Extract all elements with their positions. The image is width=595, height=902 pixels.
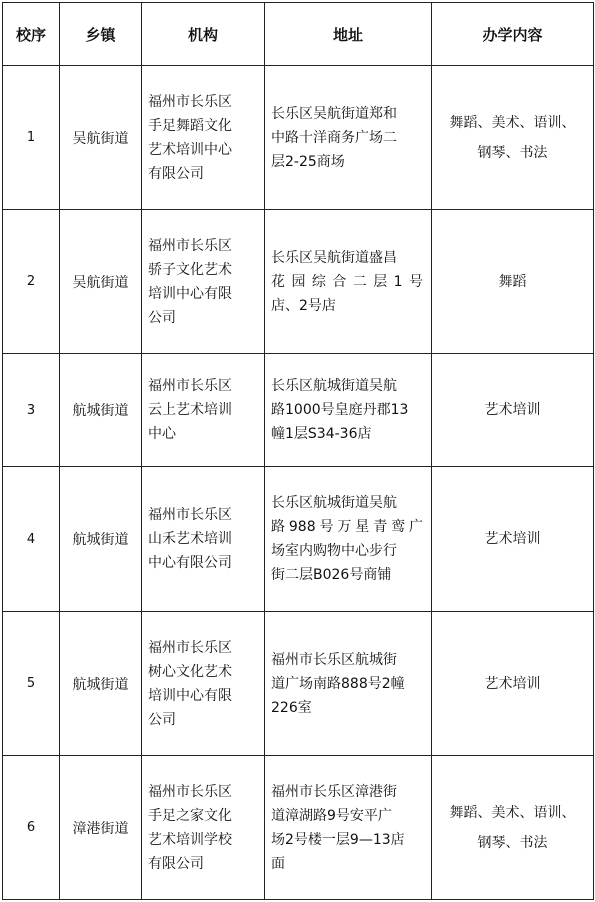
content-line: 舞蹈、美术、语训、 — [449, 804, 576, 821]
cell-address — [265, 467, 432, 612]
table-row — [3, 354, 594, 467]
org-line: 福州市长乐区 — [148, 93, 232, 110]
cell-org — [142, 756, 265, 900]
header-address: 地址 — [265, 3, 432, 66]
org-line: 培训中心有限 — [148, 285, 232, 302]
address-line: 路1000号皇庭丹郡13 — [271, 402, 409, 418]
org-line: 树心文化艺术 — [148, 663, 232, 680]
org-line: 艺术培训中心 — [148, 141, 232, 158]
address-line: 店、2号店 — [271, 297, 336, 314]
table-row — [3, 467, 594, 612]
header-row — [3, 3, 594, 66]
org-line: 手足舞蹈文化 — [148, 117, 232, 134]
cell-no: 1 — [3, 66, 60, 210]
header-town: 乡镇 — [60, 3, 142, 66]
cell-org — [142, 66, 265, 210]
address-line: 幢1层S34-36店 — [271, 426, 372, 442]
org-line: 云上艺术培训 — [148, 402, 232, 418]
org-line: 中心有限公司 — [148, 555, 232, 571]
content-line: 钢琴、书法 — [477, 834, 548, 851]
org-line: 骄子文化艺术 — [148, 261, 232, 278]
address-line: 长乐区航城街道吴航 — [271, 495, 397, 511]
address-line: 花园综合二层1号 — [271, 273, 423, 290]
address-line: 道广场南路888号2幢 — [271, 675, 405, 692]
address-line: 街二层B026号商铺 — [271, 567, 392, 583]
org-line: 艺术培训学校 — [148, 831, 232, 848]
cell-town: 漳港街道 — [60, 756, 142, 900]
org-line: 福州市长乐区 — [148, 783, 232, 800]
cell-content — [432, 467, 594, 612]
address-line: 长乐区吴航街道盛昌 — [271, 249, 397, 266]
org-line: 培训中心有限 — [148, 687, 232, 704]
org-line: 手足之家文化 — [148, 807, 232, 824]
address-line: 福州市长乐区漳港街 — [271, 783, 397, 800]
cell-address — [265, 612, 432, 756]
table-row — [3, 756, 594, 900]
address-line: 中路十洋商务广场二 — [271, 129, 397, 146]
cell-address — [265, 756, 432, 900]
cell-org — [142, 467, 265, 612]
address-line: 面 — [271, 855, 285, 872]
cell-content — [432, 756, 594, 900]
org-line: 福州市长乐区 — [148, 378, 232, 394]
address-line: 长乐区吴航街道郑和 — [271, 105, 397, 122]
address-line: 道漳湖路9号安平广 — [271, 807, 392, 824]
cell-no: 4 — [3, 467, 60, 612]
cell-town: 吴航街道 — [60, 210, 142, 354]
content-line: 艺术培训 — [484, 531, 541, 547]
cell-org — [142, 210, 265, 354]
org-line: 有限公司 — [148, 855, 204, 872]
table-row — [3, 210, 594, 354]
org-line: 福州市长乐区 — [148, 507, 232, 523]
cell-address — [265, 210, 432, 354]
content-line: 钢琴、书法 — [477, 144, 548, 161]
cell-no: 5 — [3, 612, 60, 756]
cell-org — [142, 354, 265, 467]
table-row — [3, 612, 594, 756]
content-line: 艺术培训 — [484, 675, 541, 692]
org-line: 福州市长乐区 — [148, 237, 232, 254]
cell-content — [432, 66, 594, 210]
cell-no: 2 — [3, 210, 60, 354]
cell-content — [432, 210, 594, 354]
org-line: 公司 — [148, 711, 176, 728]
org-line: 公司 — [148, 309, 176, 326]
org-line: 中心 — [148, 426, 176, 442]
cell-org — [142, 612, 265, 756]
address-line: 长乐区航城街道吴航 — [271, 378, 397, 394]
address-line: 场室内购物中心步行 — [271, 543, 397, 559]
address-line: 福州市长乐区航城街 — [271, 651, 397, 668]
cell-town: 航城街道 — [60, 467, 142, 612]
cell-town: 航城街道 — [60, 354, 142, 467]
cell-town: 吴航街道 — [60, 66, 142, 210]
header-no: 校序 — [3, 3, 60, 66]
content-line: 舞蹈、美术、语训、 — [449, 114, 576, 131]
header-org: 机构 — [142, 3, 265, 66]
content-line: 艺术培训 — [484, 402, 541, 418]
org-line: 山禾艺术培训 — [148, 531, 232, 547]
cell-town: 航城街道 — [60, 612, 142, 756]
cell-address — [265, 354, 432, 467]
school-table — [2, 2, 594, 900]
header-content: 办学内容 — [432, 3, 594, 66]
cell-content — [432, 354, 594, 467]
org-line: 有限公司 — [148, 165, 204, 182]
cell-no: 6 — [3, 756, 60, 900]
table-row — [3, 66, 594, 210]
address-line: 场2号楼一层9—13店 — [271, 831, 405, 848]
content-line: 舞蹈 — [498, 273, 527, 290]
address-line: 226室 — [271, 699, 312, 716]
address-line: 层2-25商场 — [271, 153, 345, 170]
cell-content — [432, 612, 594, 756]
address-line: 路988号万星青鸾广 — [271, 519, 423, 535]
org-line: 福州市长乐区 — [148, 639, 232, 656]
cell-address — [265, 66, 432, 210]
cell-no: 3 — [3, 354, 60, 467]
